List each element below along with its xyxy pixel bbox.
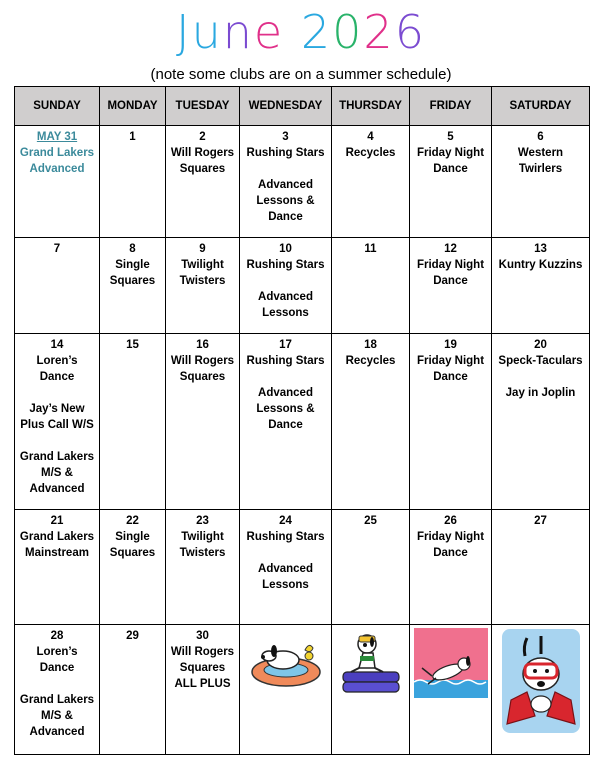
subtitle: (note some clubs are on a summer schedule)	[150, 66, 452, 83]
day-cell	[410, 126, 492, 238]
day-cell	[100, 510, 166, 625]
weekday-header: THURSDAY	[332, 87, 410, 126]
event-label: Jay in Joplin	[505, 387, 576, 399]
calendar-table	[14, 86, 590, 755]
week-row	[15, 126, 590, 238]
title-letter: n	[222, 5, 254, 59]
title-letter: 0	[332, 5, 364, 59]
title-letter: u	[191, 5, 223, 59]
day-number: 25	[364, 515, 377, 527]
day-cell	[240, 126, 332, 238]
day-number: 26	[444, 515, 457, 527]
weekday-header-row	[15, 87, 590, 126]
event-label: Twilight Twisters	[179, 259, 226, 287]
event-label: Rushing Stars	[246, 147, 325, 159]
day-cell	[15, 126, 100, 238]
snoopy-snorkel-icon	[495, 628, 586, 734]
weekday-header: SATURDAY	[492, 87, 590, 126]
day-cell	[410, 510, 492, 625]
snoopy-wading-pool-icon	[335, 628, 406, 698]
day-cell	[492, 334, 590, 510]
event-label: Advanced Lessons	[258, 563, 313, 591]
day-number: 24	[279, 515, 292, 527]
event-label: Rushing Stars	[246, 259, 325, 271]
day-cell	[332, 238, 410, 334]
spacer	[243, 161, 328, 177]
illustration-cell	[240, 625, 332, 755]
illustration-cell	[410, 625, 492, 755]
week-row	[15, 238, 590, 334]
day-cell	[166, 334, 240, 510]
event-label: Single Squares	[109, 259, 156, 287]
title-letter: J	[176, 5, 192, 59]
day-number: 11	[364, 243, 377, 255]
day-number: 7	[53, 243, 61, 255]
snoopy-pool-float-icon	[243, 628, 328, 692]
weekday-header: WEDNESDAY	[240, 87, 332, 126]
event-label: Rushing Stars	[246, 531, 325, 543]
day-cell	[332, 334, 410, 510]
day-number: 18	[364, 339, 377, 351]
event-label: Loren’s Dance	[36, 646, 78, 674]
illustration-cell	[492, 625, 590, 755]
day-number: 12	[444, 243, 457, 255]
event-label: Western Twirlers	[517, 147, 564, 175]
week-row	[15, 625, 590, 755]
event-label: Rushing Stars	[246, 355, 325, 367]
spacer	[18, 385, 96, 401]
event-label: Advanced Lessons	[258, 291, 313, 319]
day-cell	[100, 126, 166, 238]
illustration-cell	[332, 625, 410, 755]
event-label: Will Rogers Squares	[170, 355, 235, 383]
day-cell	[332, 126, 410, 238]
event-label: Single Squares	[109, 531, 156, 559]
day-number: 16	[196, 339, 209, 351]
day-cell	[15, 625, 100, 755]
day-number: 29	[126, 630, 139, 642]
event-label: Friday Night Dance	[416, 147, 485, 175]
day-number: 21	[50, 515, 64, 527]
event-label: Loren’s Dance	[36, 355, 78, 383]
spacer	[18, 676, 96, 692]
event-label: Friday Night Dance	[416, 355, 485, 383]
day-cell	[166, 510, 240, 625]
day-number: 13	[534, 243, 547, 255]
day-cell	[240, 238, 332, 334]
day-number: 22	[126, 515, 139, 527]
title-letter: 6	[394, 5, 426, 59]
day-cell	[15, 334, 100, 510]
event-label: Grand Lakers Mainstream	[19, 531, 95, 559]
event-label: Speck-Taculars	[498, 355, 583, 367]
day-number: 1	[129, 131, 136, 143]
day-number: 20	[534, 339, 547, 351]
day-number: 30	[196, 630, 209, 642]
title-letter: 2	[300, 5, 333, 59]
title-letter: e	[253, 5, 285, 59]
event-label: Advanced Lessons & Dance	[256, 179, 315, 223]
title-letter	[284, 5, 301, 59]
day-cell	[410, 238, 492, 334]
day-number: 2	[199, 131, 206, 143]
day-number: 3	[282, 131, 289, 143]
day-number: 27	[534, 515, 547, 527]
day-number: 19	[444, 339, 457, 351]
weekday-header: TUESDAY	[166, 87, 240, 126]
day-cell	[240, 334, 332, 510]
day-cell	[100, 625, 166, 755]
day-number: 10	[279, 243, 292, 255]
spacer	[243, 545, 328, 561]
spacer	[495, 369, 586, 385]
event-label: Grand Lakers M/S & Advanced	[19, 694, 95, 738]
day-cell	[492, 238, 590, 334]
day-cell	[166, 625, 240, 755]
week-row	[15, 334, 590, 510]
event-label: Will Rogers Squares ALL PLUS	[170, 646, 235, 690]
day-number: 28	[50, 630, 64, 642]
event-label: Grand Lakers M/S & Advanced	[19, 451, 95, 495]
title-letter: 2	[363, 5, 395, 59]
spacer	[243, 273, 328, 289]
day-cell	[166, 238, 240, 334]
title-area	[0, 0, 602, 64]
spacer	[243, 369, 328, 385]
weekday-header: MONDAY	[100, 87, 166, 126]
day-number: 15	[126, 339, 139, 351]
day-number: 5	[447, 131, 454, 143]
event-label: Will Rogers Squares	[170, 147, 235, 175]
week-row	[15, 510, 590, 625]
day-cell	[166, 126, 240, 238]
day-cell	[492, 510, 590, 625]
day-number: 17	[279, 339, 292, 351]
day-number: MAY 31	[36, 131, 78, 143]
day-number: 23	[196, 515, 209, 527]
weekday-header: SUNDAY	[15, 87, 100, 126]
event-label: Kuntry Kuzzins	[498, 259, 583, 271]
event-label: Recycles	[345, 147, 396, 159]
event-label: Friday Night Dance	[416, 259, 485, 287]
day-cell	[492, 126, 590, 238]
day-number: 4	[367, 131, 374, 143]
weekday-header: FRIDAY	[410, 87, 492, 126]
day-cell	[410, 334, 492, 510]
day-cell	[15, 510, 100, 625]
day-cell	[15, 238, 100, 334]
event-label: Advanced Lessons & Dance	[256, 387, 315, 431]
day-number: 14	[50, 339, 64, 351]
spacer	[18, 433, 96, 449]
day-cell	[332, 510, 410, 625]
event-label: Recycles	[345, 355, 396, 367]
day-number: 6	[537, 131, 544, 143]
snoopy-diving-icon	[413, 628, 488, 698]
day-number: 9	[199, 243, 206, 255]
event-label: Friday Night Dance	[416, 531, 485, 559]
day-cell	[100, 334, 166, 510]
day-cell	[240, 510, 332, 625]
day-cell	[100, 238, 166, 334]
event-label: Grand Lakers Advanced	[19, 147, 95, 175]
page-title	[176, 2, 426, 62]
day-number: 8	[129, 243, 136, 255]
event-label: Twilight Twisters	[179, 531, 226, 559]
event-label: Jay’s New Plus Call W/S	[20, 403, 94, 431]
